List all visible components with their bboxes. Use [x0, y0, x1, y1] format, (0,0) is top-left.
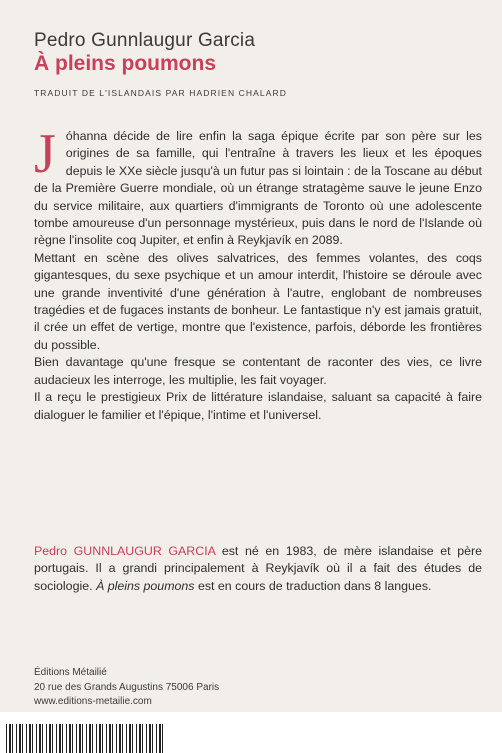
- barcode-icon: [6, 724, 166, 753]
- book-title: À pleins poumons: [34, 52, 217, 75]
- synopsis-paragraph-2: Mettant en scène des olives salvatrices, des femmes volantes, des coqs gigantesques, du sexe psychique et un amour interdit, l'histoire se déroule avec une grande inventivité d'une génération à l'autre, englobant de nombreuses tragédies et de fugaces instants de bonheur. Le fantastique n'y est jamais gratuit, il crée un effet de vertige, montre que l'existence, parfois, déborde les frontières du possible.: [34, 250, 482, 352]
- bio-book-title: À pleins poumons: [96, 578, 195, 593]
- publisher-website: www.editions-metailie.com: [34, 696, 152, 707]
- drop-cap: J: [34, 123, 56, 185]
- synopsis-paragraph-1: Jóhanna décide de lire enfin la saga épique écrite par son père sur les origines de sa famille, qui l'entraîne à travers les lieux et les époques depuis le XXe siècle jusqu'à un futur pas si lointain : de la Toscane au début de la Première Guerre mondiale, où un étrange stratagème sauve le jeune Enzo du service militaire, aux quartiers d'immigrants de Toronto où une adolescente tombe amoureuse d'un personnage mystérieux, puis dans le nord de l'Islande où règne l'insolite coq Jupiter, et enfin à Reykjavík en 2089.: [34, 123, 482, 248]
- synopsis-paragraph-4: Il a reçu le prestigieux Prix de littérature islandaise, saluant sa capacité à faire dialoguer le familier et l'épique, l'intime et l'universel.: [34, 390, 482, 422]
- synopsis: [34, 123, 482, 424]
- publisher-name: Éditions Métailié: [34, 667, 107, 678]
- bio-author-name: Pedro GUNNLAUGUR GARCIA: [34, 544, 216, 558]
- publisher-address: 20 rue des Grands Augustins 75006 Paris: [34, 681, 220, 693]
- author-name: Pedro Gunnlaugur Garcia: [34, 30, 256, 51]
- publisher-info: [34, 666, 219, 710]
- author-bio: Pedro GUNNLAUGUR GARCIA est né en 1983, de mère islandaise et père portugais. Il a grandi principalement à Reykjavík où il a fait des études de sociologie. À pleins poumons est en cours de traduction dans 8 langues.: [34, 544, 482, 593]
- synopsis-paragraph-3: Bien davantage qu'une fresque se contentant de raconter des vies, ce livre audacieux les interroge, les multiplie, les fait voyager.: [34, 355, 482, 387]
- translator-credit: TRADUIT DE L'ISLANDAIS PAR HADRIEN CHALARD: [34, 88, 287, 98]
